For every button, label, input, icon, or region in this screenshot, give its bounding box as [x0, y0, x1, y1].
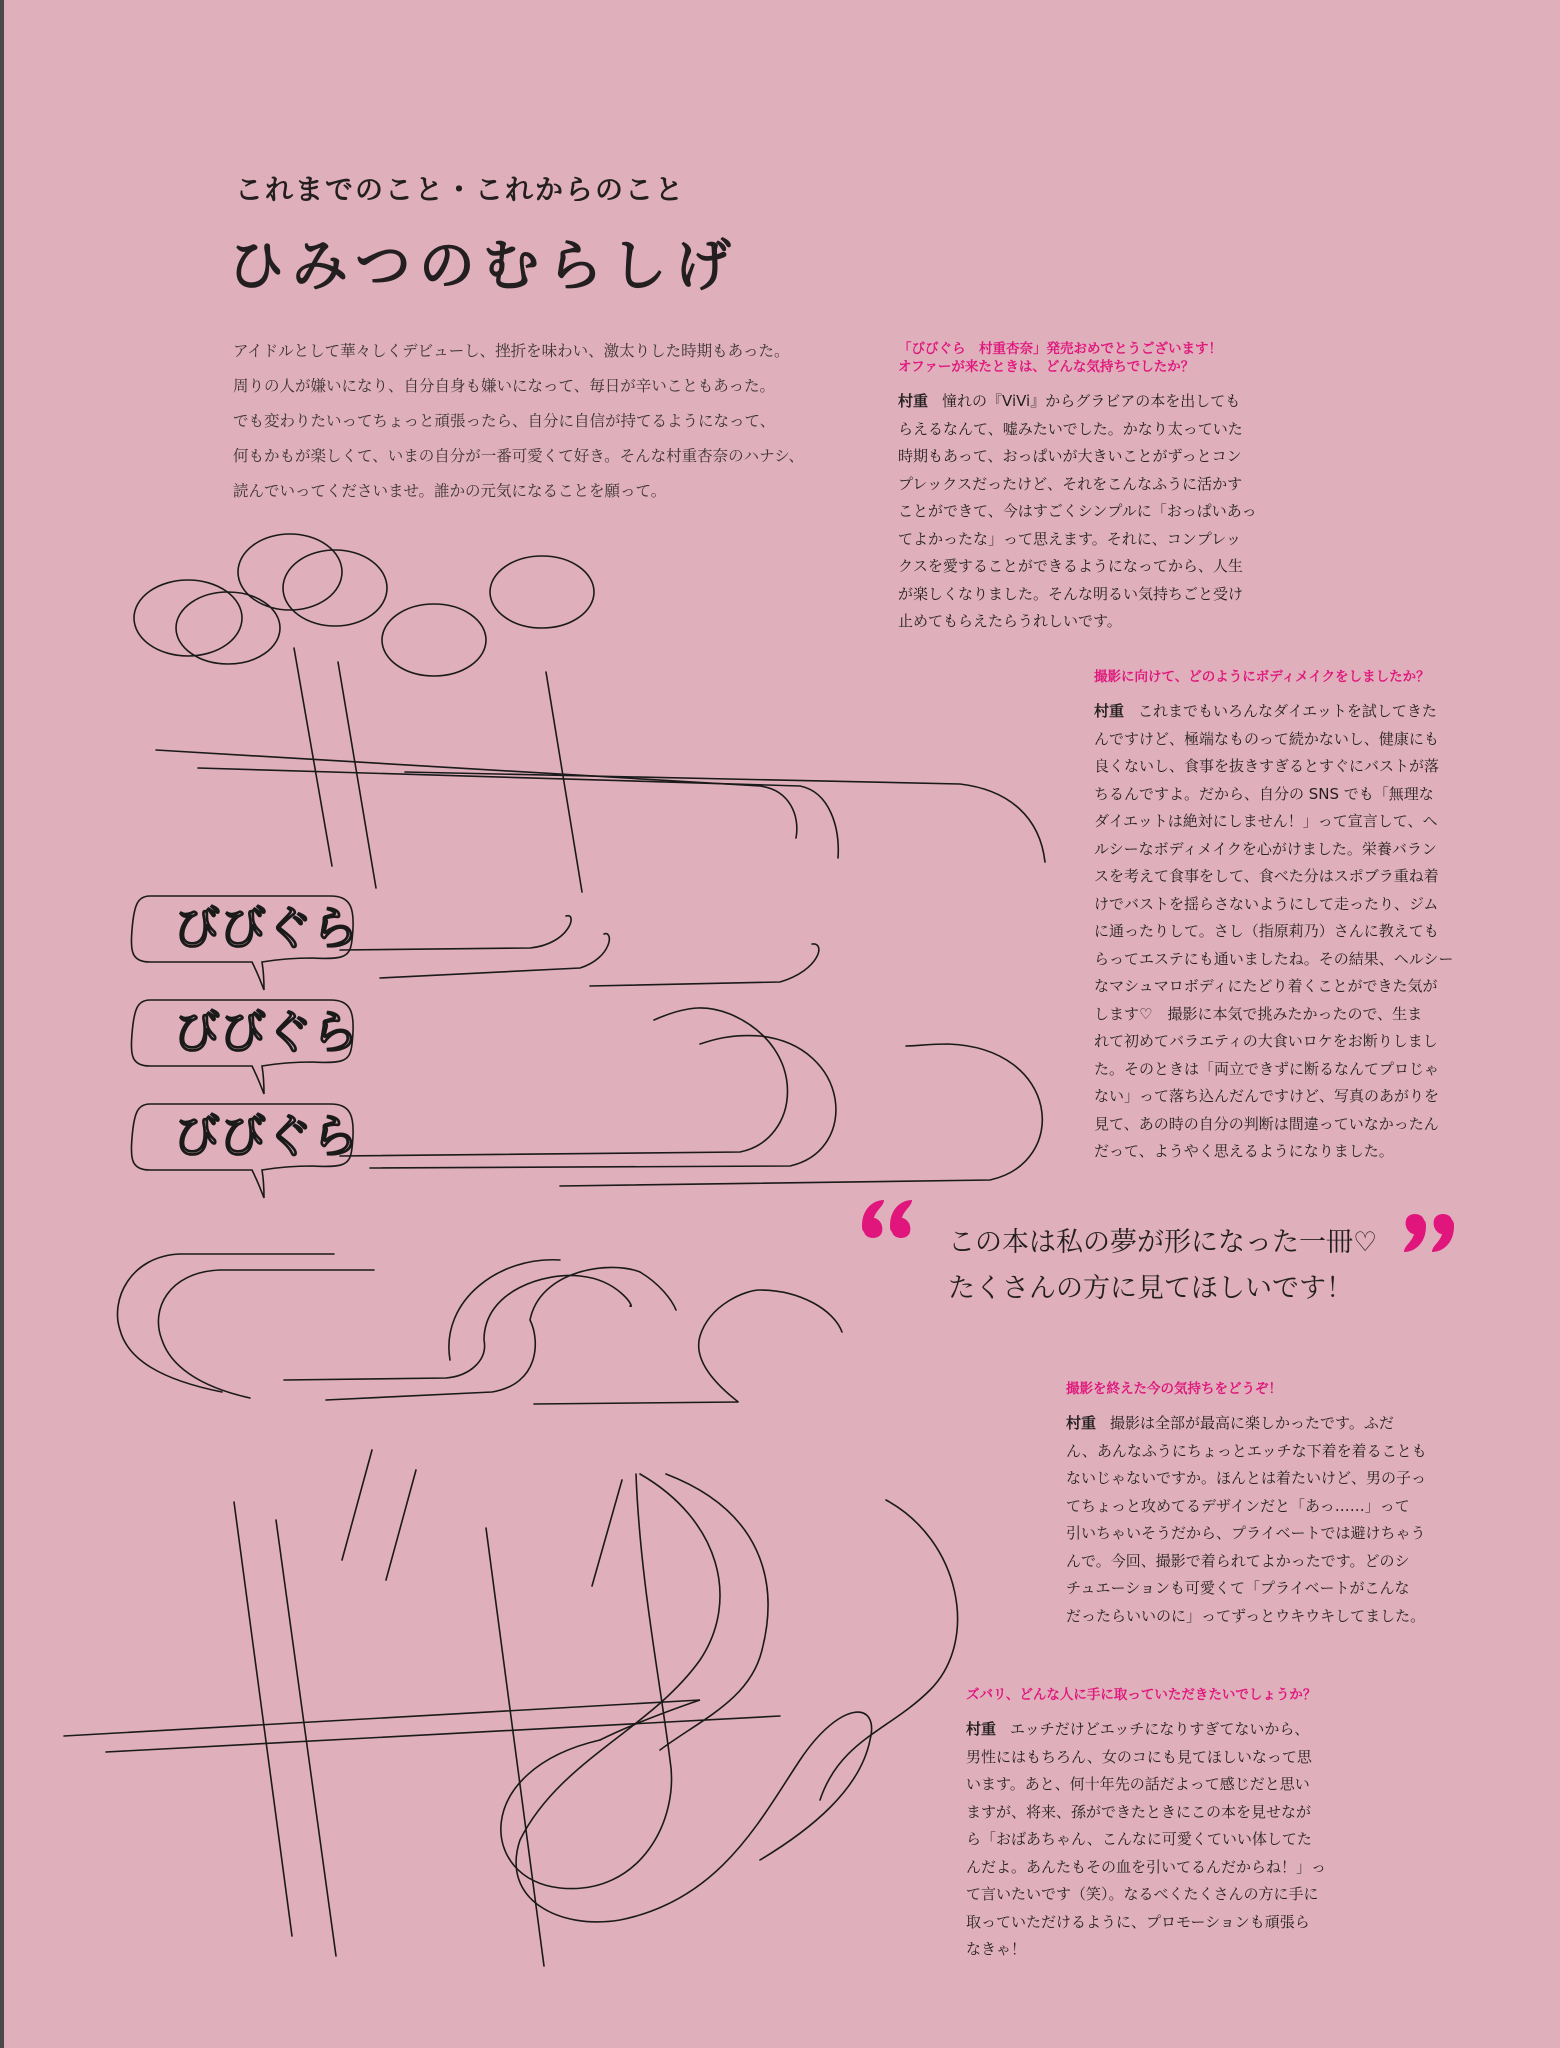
- lead-line: アイドルとして華々しくデビューし、挫折を味わい、激太りした時期もあった。: [233, 342, 790, 360]
- answer-line: [1066, 1410, 1406, 1438]
- answer-line: らってエステにも通いましたね。その結果、ヘルシー: [1094, 949, 1454, 968]
- answer-line: だって、ようやく思えるようになりました。: [1094, 1142, 1394, 1160]
- answer-line: に通ったりして。さし（指原莉乃）さんに教えても: [1094, 922, 1439, 940]
- answer-line: 見て、あの時の自分の判断は間違っていなかったん: [1094, 1114, 1439, 1133]
- answer-line: します♡ 撮影に本気で挑みたかったので、生ま: [1094, 1004, 1423, 1023]
- answer-line: スを考えて食事をして、食べた分はスポブラ重ね着: [1094, 867, 1439, 885]
- answer-line: ルシーなボディメイクを心がけました。栄養バラン: [1094, 839, 1437, 858]
- answer-line: 時期もあって、おっぱいが大きいことがずっとコン: [898, 447, 1242, 465]
- answer-line: なきゃ！: [966, 1940, 1027, 1958]
- answer-line: [898, 388, 1241, 416]
- answer-line: ダイエットは絶対にしません！」って宣言して、ヘ: [1094, 812, 1438, 830]
- answer-line: 引いちゃいそうだから、プライベートでは避けちゃう: [1066, 1524, 1426, 1542]
- answer-line: てよかったな」って思えます。それに、コンプレッ: [898, 529, 1242, 548]
- qa-question: [898, 340, 1238, 376]
- pull-quote: [948, 1220, 1377, 1312]
- pull-quote-line: たくさんの方に見てほしいです！: [948, 1273, 1353, 1304]
- speaker-name: 村重: [966, 1720, 997, 1738]
- answer-line: ことができて、今はすごくシンプルに「おっぱいあっ: [898, 502, 1257, 520]
- question-line: ズバリ、どんな人に手に取っていただきたいでしょうか？: [966, 1687, 1317, 1703]
- qa-block-1: [898, 340, 1257, 636]
- speaker-name: 村重: [1066, 1414, 1097, 1432]
- lead-paragraph: [233, 334, 805, 509]
- qa-answer: [1066, 1410, 1427, 1630]
- speaker-name: 村重: [1094, 702, 1125, 720]
- answer-line: ない」って落ち込んだんですけど、写真のあがりを: [1094, 1087, 1440, 1105]
- answer-line: けでバストを揺らさないようにして走ったり、ジム: [1094, 894, 1439, 913]
- answer-text: 撮影は全部が最高に楽しかったです。ふだ: [1110, 1414, 1394, 1432]
- question-line: 撮影に向けて、どのようにボディメイクをしましたか？: [1094, 669, 1430, 685]
- answer-text: これまでもいろんなダイエットを試してきた: [1138, 702, 1437, 720]
- lead-line: 読んでいってくださいませ。誰かの元気になることを願って。: [233, 482, 667, 500]
- qa-block-2: [1094, 668, 1454, 1166]
- open-quote-mark-icon: [856, 1198, 920, 1258]
- logo-text-1: びびぐら: [174, 901, 358, 955]
- answer-line: んですけど、極端なものって続かないし、健康にも: [1094, 729, 1439, 748]
- qa-answer: [966, 1716, 1327, 1964]
- page-title: ひみつのむらしげ: [228, 234, 739, 299]
- question-line: 「びびぐら 村重杏奈」発売おめでとうございます！: [898, 341, 1222, 357]
- answer-line: だったらいいのに」ってずっとウキウキしてました。: [1066, 1606, 1426, 1625]
- answer-line: ん、あんなふうにちょっとエッチな下着を着ることも: [1066, 1441, 1427, 1460]
- lead-line: でも変わりたいってちょっと頑張ったら、自分に自信が持てるようになって、: [233, 412, 776, 430]
- answer-line: 男性にはもちろん、女のコにも見てほしいなって思: [966, 1747, 1312, 1766]
- answer-line: てちょっと攻めてるデザインだと「あっ……」って: [1066, 1496, 1410, 1515]
- answer-line: て言いたいです（笑）。なるべくたくさんの方に手に: [966, 1885, 1319, 1903]
- pull-quote-line: この本は私の夢が形になった一冊♡: [948, 1227, 1378, 1258]
- question-line: 撮影を終えた今の気持ちをどうぞ！: [1066, 1381, 1282, 1397]
- qa-question: [1066, 1380, 1406, 1398]
- answer-line: んだよ。あんたもその血を引いてるんだからね！」っ: [966, 1857, 1327, 1876]
- answer-line: なマシュマロボディにたどり着くことができた気が: [1094, 977, 1438, 995]
- answer-text: エッチだけどエッチになりすぎてないから、: [1010, 1720, 1310, 1738]
- answer-line: プレックスだったけど、それをこんなふうに活かす: [898, 474, 1243, 493]
- answer-line: 良くないし、食事を抜きすぎるとすぐにバストが落: [1094, 757, 1440, 775]
- answer-line: 止めてもらえたらうれしいです。: [898, 612, 1122, 630]
- qa-question: [966, 1686, 1317, 1704]
- close-quote-mark-icon: [1398, 1210, 1462, 1270]
- qa-block-4: [966, 1686, 1327, 1964]
- answer-line: ますが、将来、孫ができたときにこの本を見せなが: [966, 1802, 1312, 1821]
- lead-line: 何もかもが楽しくて、いまの自分が一番可愛くて好き。そんな村重杏奈のハナシ、: [233, 447, 805, 465]
- answer-line: ら「おばあちゃん、こんなに可愛くていい体してた: [966, 1830, 1312, 1848]
- logo-text-2: びびぐら: [174, 1005, 358, 1059]
- answer-line: らえるなんて、嘘みたいでした。かなり太っていた: [898, 419, 1243, 438]
- lead-line: 周りの人が嫌いになり、自分自身も嫌いになって、毎日が辛いこともあった。: [233, 377, 776, 395]
- answer-line: クスを愛することができるようになってから、人生: [898, 557, 1243, 575]
- answer-line: 取っていただけるように、プロモーションも頑張ら: [966, 1912, 1310, 1931]
- kicker-heading: これまでのこと・これからのこと: [235, 173, 686, 206]
- qa-answer: [1094, 698, 1454, 1166]
- qa-block-3: [1066, 1380, 1427, 1630]
- answer-line: チュエーションも可愛くて「プライベートがこんな: [1066, 1579, 1410, 1597]
- answer-line: ないじゃないですか。ほんとは着たいけど、男の子っ: [1066, 1469, 1427, 1487]
- answer-line: が楽しくなりました。そんな明るい気持ちごと受け: [898, 584, 1244, 603]
- answer-line: [966, 1716, 1310, 1744]
- answer-line: ちるんですよ。だから、自分の SNS でも「無理な: [1094, 784, 1434, 803]
- answer-line: んで。今回、撮影で着られてよかったです。どのシ: [1066, 1551, 1410, 1570]
- qa-question: [1094, 668, 1434, 686]
- speaker-name: 村重: [898, 392, 929, 410]
- answer-line: います。あと、何十年先の話だよって感じだと思い: [966, 1775, 1310, 1793]
- answer-text: 憧れの『ViVi』からグラビアの本を出しても: [942, 392, 1241, 410]
- qa-answer: [898, 388, 1257, 636]
- logo-text-3: びびぐら: [174, 1109, 358, 1163]
- answer-line: [1094, 698, 1437, 726]
- answer-line: た。そのときは「両立できずに断るなんてプロじゃ: [1094, 1059, 1440, 1078]
- answer-line: れて初めてバラエティの大食いロケをお断りしまし: [1094, 1032, 1438, 1050]
- question-line: オファーが来たときは、どんな気持ちでしたか？: [898, 359, 1195, 375]
